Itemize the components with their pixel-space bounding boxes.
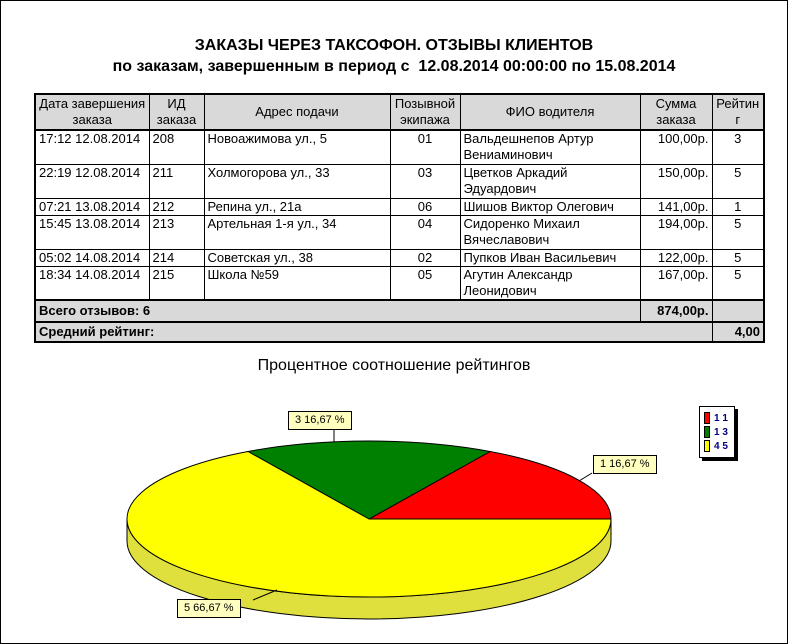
pie-slice-label: 3 16,67 %: [288, 411, 352, 430]
average-rating-label: Средний рейтинг:: [35, 322, 712, 342]
report-subtitle: по заказам, завершенным в период с 12.08.2014 00:00:00 по 15.08.2014: [112, 58, 676, 75]
cell-rating: 5: [712, 215, 764, 249]
legend-item-label: 1 3: [714, 426, 728, 438]
chart-legend: [699, 406, 735, 458]
cell-crew-callsign: 01: [390, 130, 460, 164]
cell-completion-date: 15:45 13.08.2014: [35, 215, 149, 249]
legend-item: [704, 412, 728, 424]
cell-crew-callsign: 02: [390, 249, 460, 266]
legend-color-marker: [704, 412, 710, 424]
cell-pickup-address: Советская ул., 38: [204, 249, 390, 266]
pie-slice-label: 5 66,67 %: [177, 599, 241, 618]
cell-driver-name: Вальдешнепов Артур Вениаминович: [460, 130, 640, 164]
legend-item-label: 1 1: [714, 412, 728, 424]
column-header: ФИО водителя: [460, 94, 640, 130]
cell-crew-callsign: 04: [390, 215, 460, 249]
totals-label: Всего отзывов: 6: [35, 300, 640, 322]
cell-rating: 5: [712, 266, 764, 300]
cell-completion-date: 07:21 13.08.2014: [35, 198, 149, 215]
cell-driver-name: Шишов Виктор Олегович: [460, 198, 640, 215]
legend-color-marker: [704, 440, 710, 452]
cell-crew-callsign: 03: [390, 164, 460, 198]
cell-pickup-address: Репина ул., 21а: [204, 198, 390, 215]
cell-order-id: 212: [149, 198, 204, 215]
table-row: [35, 266, 764, 300]
totals-row: [35, 300, 764, 322]
cell-rating: 3: [712, 130, 764, 164]
cell-completion-date: 05:02 14.08.2014: [35, 249, 149, 266]
pie-label-callout: [579, 473, 592, 481]
table-row: [35, 249, 764, 266]
column-header: Дата завершения заказа: [35, 94, 149, 130]
column-header: Рейтинг: [712, 94, 764, 130]
cell-completion-date: 22:19 12.08.2014: [35, 164, 149, 198]
chart-title: Процентное соотношение рейтингов: [257, 357, 531, 374]
orders-table: [34, 93, 765, 343]
cell-order-sum: 167,00р.: [640, 266, 712, 300]
pie-chart: [1, 381, 788, 644]
cell-order-id: 213: [149, 215, 204, 249]
totals-rating-empty: [712, 300, 764, 322]
table-header-row: [35, 94, 764, 130]
cell-completion-date: 18:34 14.08.2014: [35, 266, 149, 300]
legend-item-label: 4 5: [714, 440, 728, 452]
cell-order-id: 208: [149, 130, 204, 164]
cell-driver-name: Пупков Иван Васильевич: [460, 249, 640, 266]
table-row: [35, 164, 764, 198]
column-header: Адрес подачи: [204, 94, 390, 130]
cell-driver-name: Сидоренко Михаил Вячеславович: [460, 215, 640, 249]
cell-rating: 5: [712, 164, 764, 198]
table-row: [35, 215, 764, 249]
table-row: [35, 130, 764, 164]
cell-rating: 5: [712, 249, 764, 266]
cell-completion-date: 17:12 12.08.2014: [35, 130, 149, 164]
cell-pickup-address: Новоажимова ул., 5: [204, 130, 390, 164]
average-rating-value: 4,00: [712, 322, 764, 342]
totals-sum: 874,00р.: [640, 300, 712, 322]
column-header: Позывной экипажа: [390, 94, 460, 130]
table-row: [35, 198, 764, 215]
column-header: Сумма заказа: [640, 94, 712, 130]
legend-color-marker: [704, 426, 710, 438]
cell-pickup-address: Артельная 1-я ул., 34: [204, 215, 390, 249]
legend-item: [704, 426, 728, 438]
cell-driver-name: Цветков Аркадий Эдуардович: [460, 164, 640, 198]
legend-item: [704, 440, 728, 452]
cell-order-sum: 150,00р.: [640, 164, 712, 198]
cell-pickup-address: Холмогорова ул., 33: [204, 164, 390, 198]
cell-rating: 1: [712, 198, 764, 215]
cell-driver-name: Агутин Александр Леонидович: [460, 266, 640, 300]
cell-order-sum: 100,00р.: [640, 130, 712, 164]
cell-order-sum: 141,00р.: [640, 198, 712, 215]
cell-order-sum: 194,00р.: [640, 215, 712, 249]
cell-order-sum: 122,00р.: [640, 249, 712, 266]
cell-order-id: 215: [149, 266, 204, 300]
pie-slice-label: 1 16,67 %: [593, 455, 657, 474]
average-rating-row: [35, 322, 764, 342]
column-header: ИД заказа: [149, 94, 204, 130]
cell-pickup-address: Школа №59: [204, 266, 390, 300]
cell-crew-callsign: 06: [390, 198, 460, 215]
report-title: ЗАКАЗЫ ЧЕРЕЗ ТАКСОФОН. ОТЗЫВЫ КЛИЕНТОВ: [194, 37, 594, 54]
cell-crew-callsign: 05: [390, 266, 460, 300]
cell-order-id: 211: [149, 164, 204, 198]
cell-order-id: 214: [149, 249, 204, 266]
